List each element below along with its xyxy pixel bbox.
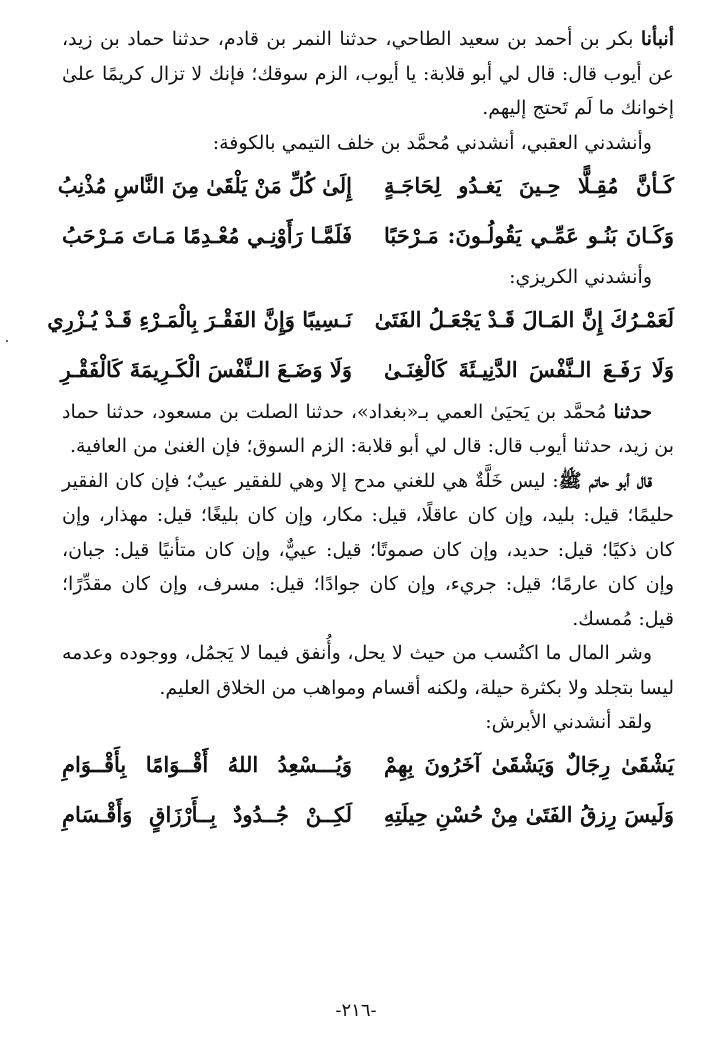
paragraph-2: وأنشدني العقبي، أنشدني مُحمَّد بن خلف التيمي بالكوفة: [212, 131, 652, 154]
page-body [47, 22, 674, 840]
poem-1 [57, 160, 674, 260]
margin-mark [6, 340, 8, 342]
paragraph-1-lead: أنبأنا [640, 28, 674, 50]
verse-line [62, 790, 674, 840]
page-number: -٢١٦- [335, 1000, 377, 1021]
verse-first-hemistich: لَعَمْـرُكَ إِنَّ المَـالَ قَـدْ يَجْعَـلُ الفَتَىٰ [374, 307, 674, 332]
verse-first-hemistich: وَلَيسَ رِزقُ الفَتَىٰ مِنْ حُسْنِ حِيلَتِهِ [384, 802, 674, 827]
verse-second-hemistich: نَـسِيبًا وَإِنَّ الفَقْـرَ بِالْمَـرْءِ قَـدْ يُـزْرِي [47, 307, 352, 332]
verse-line [47, 295, 674, 345]
verse-line [62, 345, 674, 395]
poem-3 [62, 740, 674, 840]
verse-first-hemistich: كَـأنَّ مُقِـلًّا حِـينَ يَغـدُو لِحَاجَـةٍ [384, 172, 674, 198]
paragraph-4-lead: حدثنا [613, 400, 652, 423]
paragraph-6: وشر المال ما اكتُسب من حيث لا يحل، وأُنفق فيما لا يَجمُل، ووجوده وعدمه ليسا بتجلد ولا بكثرة حيلة، ولكنه أقسام ومواهب من الخلاق العليم. [62, 642, 674, 699]
verse-second-hemistich: وَيُـــسْعِدُ اللهُ أَقْــوَامًا بِأَقْــوَامِ [62, 752, 352, 777]
verse-first-hemistich: يَشْقَىٰ رِجَالٌ وَيَشْقَىٰ آخَرُونَ بِهِمْ [384, 752, 674, 777]
paragraph-5-lead: قال أبو حاتم ﷺ [558, 469, 652, 492]
paragraph-1 [62, 22, 674, 126]
verse-line [62, 210, 674, 260]
verse-second-hemistich: إِلَىٰ كُلِّ مَنْ يَلْقَىٰ مِنَ النَّاسِ مُذْنِبُ [57, 172, 352, 198]
verse-first-hemistich: وَكَـانَ بَنُـو عَمِّـي يَقُولُـونَ: مَـرْحَبًا [384, 222, 674, 248]
paragraph-3: وأنشدني الكريزي: [509, 266, 652, 288]
paragraph-4 [62, 395, 674, 464]
paragraph-4-text: مُحمَّد بن يَحيَىٰ العمي بـ«بغداد»، حدثنا الصلت بن مسعود، حدثنا حماد بن زيد، حدثنا أيوب قال: قال لي أبو قلابة: الزم السوق؛ فإن الغنىٰ من العافية. [62, 400, 674, 457]
verse-line [57, 160, 674, 210]
paragraph-5 [62, 464, 674, 637]
paragraph-7: ولقد أنشدني الأبرش: [485, 711, 652, 733]
verse-first-hemistich: وَلَا رَفَـعَ الـنَّفْسَ الدَّنِيـئَةَ كَالْغِنَـىٰ [384, 357, 674, 382]
verse-line [62, 740, 674, 790]
verse-second-hemistich: فَلَمَّـا رَأَوْنِـي مُعْـدِمًا مَـاتَ مَـرْحَبُ [62, 222, 352, 248]
verse-second-hemistich: لَكِــنْ جُــدُودٌ بِــأَرْزَاقٍ وَأَقْـسَامِ [62, 802, 352, 827]
verse-second-hemistich: وَلَا وَضَـعَ الـنَّفْسَ الْكَـرِيمَةَ كَالْفَقْـرِ [60, 357, 352, 382]
poem-2 [47, 295, 674, 395]
paragraph-1-text: بكر بن أحمد بن سعيد الطاحي، حدثنا النمر بن قادم، حدثنا حماد بن زيد، عن أيوب قال: قال لي أبو قلابة: يا أيوب، الزم سوقك؛ فإنك لا تزال كريمًا علىٰ إخوانك ما لَم تَحتج إليهم. [62, 28, 674, 119]
paragraph-5-text: : ليس خَلَّةٌ هي للغني مدح إلا وهي للفقير عيبٌ؛ فإن كان الفقير حليمًا؛ قيل: بليد، وإن كان عاقلًا، قيل: مكار، وإن كان بليغًا؛ قيل: مهذار، وإن كان ذكيًا؛ قيل: حديد، وإن كان صموتًا؛ قيل: عييٌّ، وإن كان متأنيًا قيل: جبان، وإن كان عارمًا؛ قيل: جريء، وإن كان جوادًا؛ قيل: مسرف، وإن كان مقدِّرًا؛ قيل: مُمسك. [62, 469, 674, 630]
